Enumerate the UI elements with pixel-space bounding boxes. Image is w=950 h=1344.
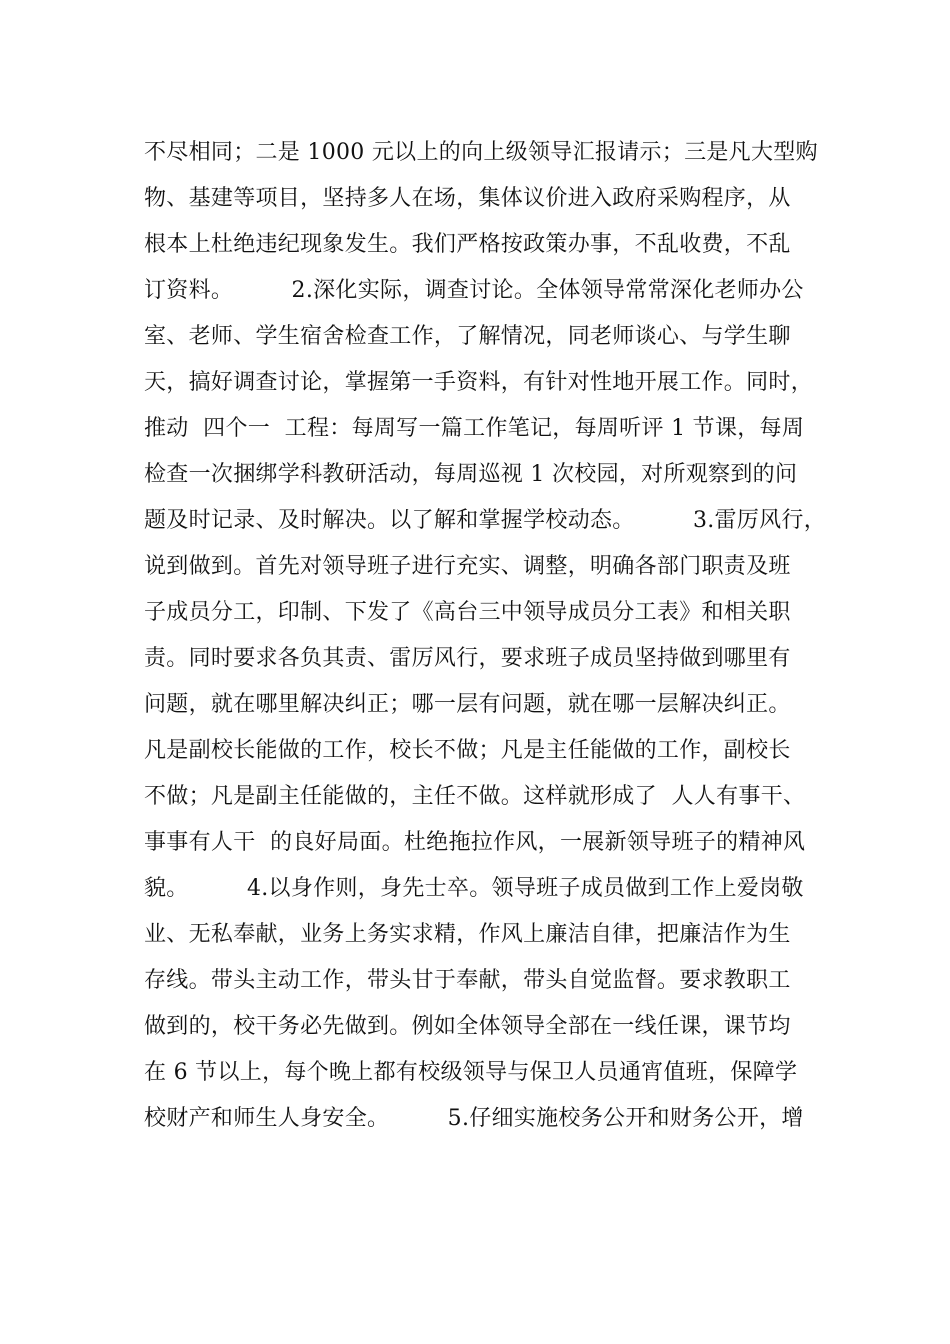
text-line: 存线。带头主动工作，带头甘于奉献，带头自觉监督。要求教职工 (144, 968, 791, 993)
text-line: 推动 四个一 工程：每周写一篇工作笔记，每周听评 1 节课，每周 (144, 416, 805, 441)
text-line: 室、老师、学生宿舍检查工作，了解情况，同老师谈心、与学生聊 (144, 324, 791, 349)
text-line: 子成员分工，印制、下发了《高台三中领导成员分工表》和相关职 (144, 600, 791, 625)
text-line: 根本上杜绝违纪现象发生。我们严格按政策办事，不乱收费，不乱 (144, 232, 791, 257)
text-line: 责。同时要求各负其责、雷厉风行，要求班子成员坚持做到哪里有 (144, 646, 791, 671)
text-line: 事事有人干 的良好局面。杜绝拖拉作风，一展新领导班子的精神风 (144, 830, 806, 855)
text-line: 不做；凡是副主任能做的，主任不做。这样就形成了 人人有事干、 (144, 784, 806, 809)
text-line: 不尽相同；二是 1000 元以上的向上级领导汇报请示；三是凡大型购 (144, 140, 818, 165)
text-line: 在 6 节以上，每个晚上都有校级领导与保卫人员通宵值班，保障学 (144, 1060, 798, 1085)
text-line: 题及时记录、及时解决。以了解和掌握学校动态。 3.雷厉风行， (144, 508, 827, 533)
text-line: 天，搞好调查讨论，掌握第一手资料，有针对性地开展工作。同时， (144, 370, 814, 395)
text-line: 问题，就在哪里解决纠正；哪一层有问题，就在哪一层解决纠正。 (144, 692, 791, 717)
text-line: 校财产和师生人身安全。 5.仔细实施校务公开和财务公开，增 (144, 1106, 804, 1131)
text-line: 做到的，校干务必先做到。例如全体领导全部在一线任课，课节均 (144, 1014, 791, 1039)
text-line: 业、无私奉献，业务上务实求精，作风上廉洁自律，把廉洁作为生 (144, 922, 791, 947)
text-line: 物、基建等项目，坚持多人在场，集体议价进入政府采购程序，从 (144, 186, 791, 211)
text-line: 凡是副校长能做的工作，校长不做；凡是主任能做的工作，副校长 (144, 738, 791, 763)
text-line: 说到做到。首先对领导班子进行充实、调整，明确各部门职责及班 (144, 554, 791, 579)
body-text (144, 130, 827, 1142)
text-line: 貌。 4.以身作则，身先士卒。领导班子成员做到工作上爱岗敬 (144, 876, 804, 901)
text-line: 检查一次捆绑学科教研活动，每周巡视 1 次校园，对所观察到的问 (144, 462, 798, 487)
text-line: 订资料。 2.深化实际，调查讨论。全体领导常常深化老师办公 (144, 278, 804, 303)
